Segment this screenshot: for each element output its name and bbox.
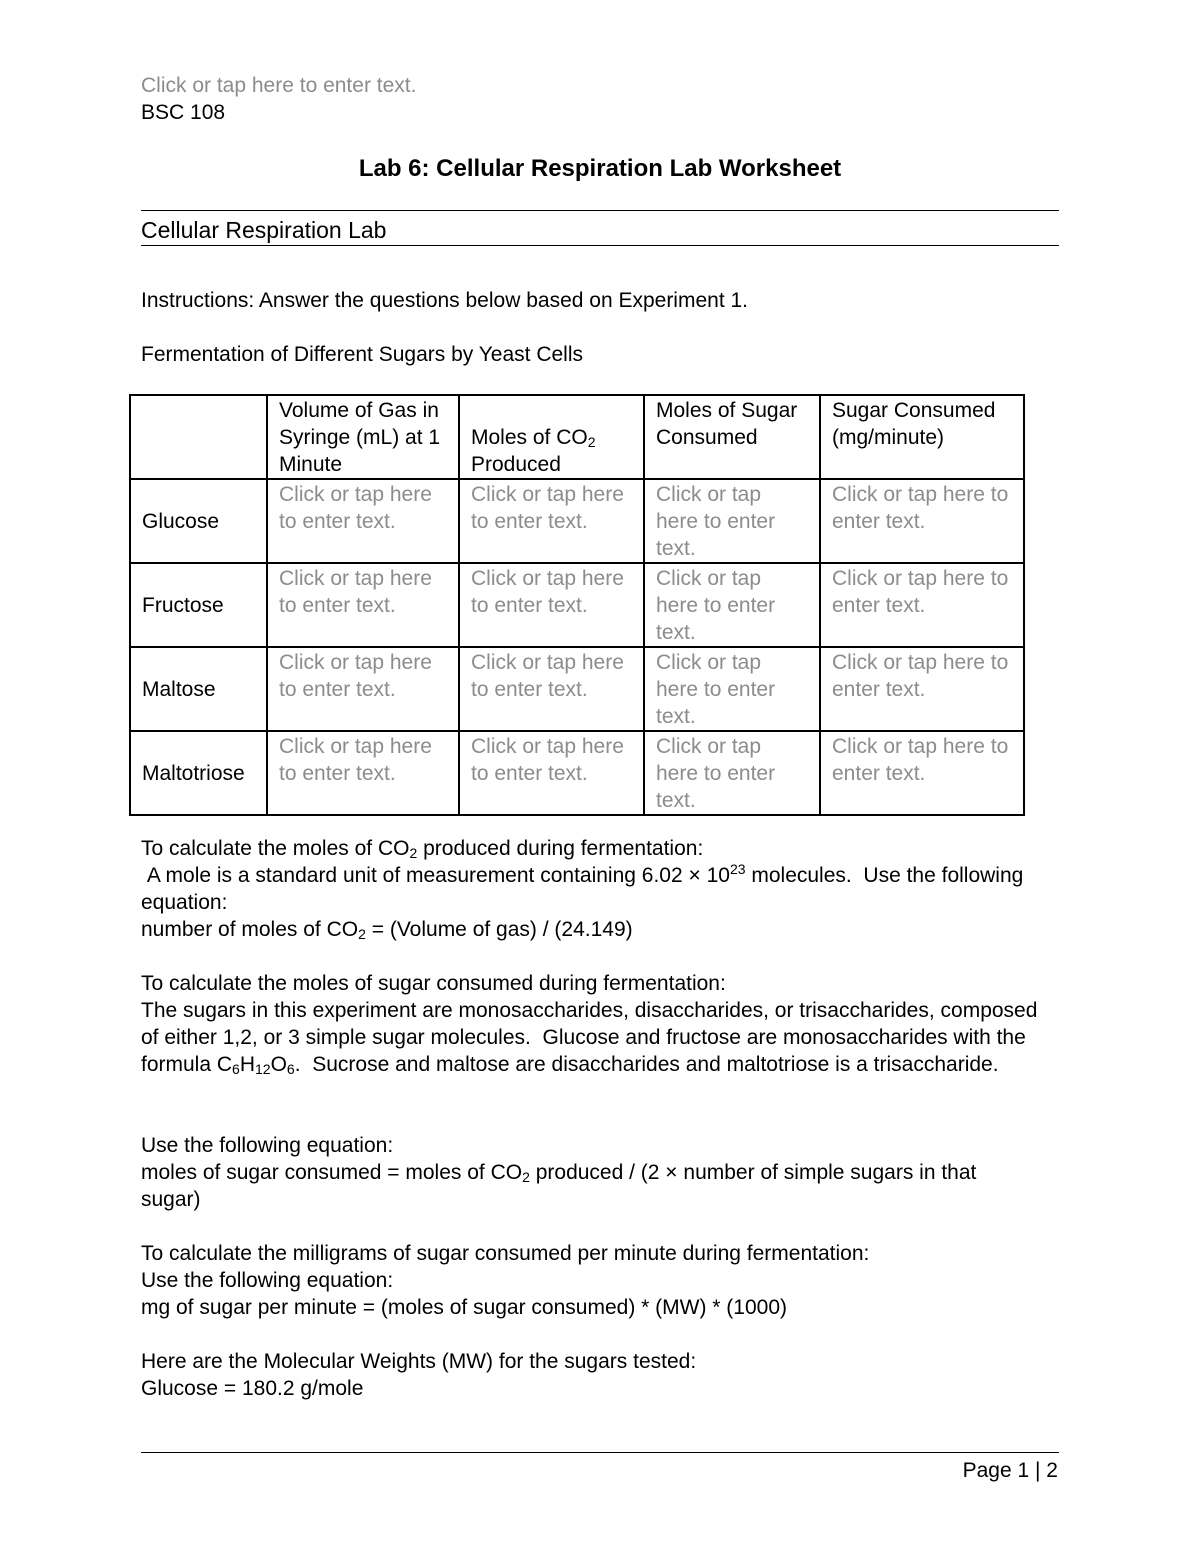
fermentation-table	[129, 394, 1025, 816]
header-empty-cell	[130, 395, 267, 479]
header-moles-co2: Moles of $CO_2$ Produced	[459, 395, 644, 479]
table-row	[130, 563, 1024, 647]
footer-rule	[141, 1452, 1059, 1453]
mw-heading: Here are the Molecular Weights (MW) for the sugars tested:	[141, 1350, 697, 1373]
mw-glucose: Glucose = 180.2 g/mole	[141, 1377, 364, 1400]
input-cell[interactable]: Click or tap here to enter text.	[267, 563, 459, 647]
molecular-weights-block	[141, 1348, 1041, 1402]
row-label-fructose: Fructose	[130, 563, 267, 647]
input-cell[interactable]: Click or tap here to enter text.	[459, 563, 644, 647]
equation-intro: Use the following equation:	[141, 1134, 394, 1157]
mole-definition: A mole is a standard unit of measurement containing $6.02 \times 10^{23}$ molecules. Use the following equation:	[141, 861, 1030, 914]
mg-calculation-block	[141, 1240, 1041, 1321]
input-cell[interactable]: Click or tap here to enter text.	[820, 479, 1024, 563]
co2-calculation-block	[141, 835, 1041, 943]
input-cell[interactable]: Click or tap here to enter text.	[820, 647, 1024, 731]
input-cell[interactable]: Click or tap here to enter text.	[267, 731, 459, 815]
input-cell[interactable]: Click or tap here to enter text.	[459, 731, 644, 815]
sugar-equation-block	[141, 1132, 1041, 1213]
page-number: Page 1 | 2	[962, 1459, 1058, 1482]
mg-heading: To calculate the milligrams of sugar consumed per minute during fermentation:	[141, 1242, 870, 1265]
name-text-field[interactable]: Click or tap here to enter text.	[141, 74, 417, 97]
header-sugar-consumed: Sugar Consumed (mg/minute)	[820, 395, 1024, 479]
row-label-glucose: Glucose	[130, 479, 267, 563]
input-cell[interactable]: Click or tap here to enter text.	[267, 479, 459, 563]
input-cell[interactable]: Click or tap here to enter text.	[820, 731, 1024, 815]
section-bottom-rule	[141, 245, 1059, 246]
instructions-text: Instructions: Answer the questions below based on Experiment 1.	[141, 289, 749, 312]
co2-heading: To calculate the moles of $CO_2$ produced during fermentation:	[141, 837, 704, 861]
table-row	[130, 647, 1024, 731]
page-title: Lab 6: Cellular Respiration Lab Worksheet	[358, 155, 842, 182]
input-cell[interactable]: Click or tap here to enter text.	[644, 647, 820, 731]
row-label-maltotriose: Maltotriose	[130, 731, 267, 815]
sugar-calculation-block	[141, 970, 1044, 1078]
table-row	[130, 731, 1024, 815]
input-cell[interactable]: Click or tap here to enter text.	[644, 563, 820, 647]
sugar-equation: moles of sugar consumed = moles of $CO_2$ produced / (2 × number of simple sugars in that sugar)	[141, 1161, 977, 1211]
table-header-row	[130, 395, 1024, 479]
sugar-explanation: The sugars in this experiment are monosaccharides, disaccharides, or trisaccharides, composed of either 1,2, or 3 simple sugar molecules. Glucose and fructose are monosaccharides with the formula $C_6H_{12}O_6$. Sucrose and maltose are disaccharides and maltotriose is a trisaccharide.	[141, 999, 1044, 1077]
mg-equation-intro: Use the following equation:	[141, 1269, 394, 1292]
input-cell[interactable]: Click or tap here to enter text.	[820, 563, 1024, 647]
input-cell[interactable]: Click or tap here to enter text.	[644, 731, 820, 815]
table-caption: Fermentation of Different Sugars by Yeast Cells	[141, 343, 584, 366]
mg-equation: mg of sugar per minute = (moles of sugar consumed) * (MW) * (1000)	[141, 1296, 787, 1319]
input-cell[interactable]: Click or tap here to enter text.	[267, 647, 459, 731]
header-moles-sugar: Moles of Sugar Consumed	[644, 395, 820, 479]
input-cell[interactable]: Click or tap here to enter text.	[459, 647, 644, 731]
table-row	[130, 479, 1024, 563]
row-label-maltose: Maltose	[130, 647, 267, 731]
section-top-rule	[141, 210, 1059, 211]
course-code: BSC 108	[141, 101, 226, 124]
input-cell[interactable]: Click or tap here to enter text.	[459, 479, 644, 563]
section-title: Cellular Respiration Lab	[141, 217, 387, 243]
header-volume-of-gas: Volume of Gas in Syringe (mL) at 1 Minute	[267, 395, 459, 479]
co2-equation: number of moles of $CO_2$ = (Volume of gas) / (24.149)	[141, 918, 633, 942]
input-cell[interactable]: Click or tap here to enter text.	[644, 479, 820, 563]
sugar-heading: To calculate the moles of sugar consumed during fermentation:	[141, 972, 726, 995]
